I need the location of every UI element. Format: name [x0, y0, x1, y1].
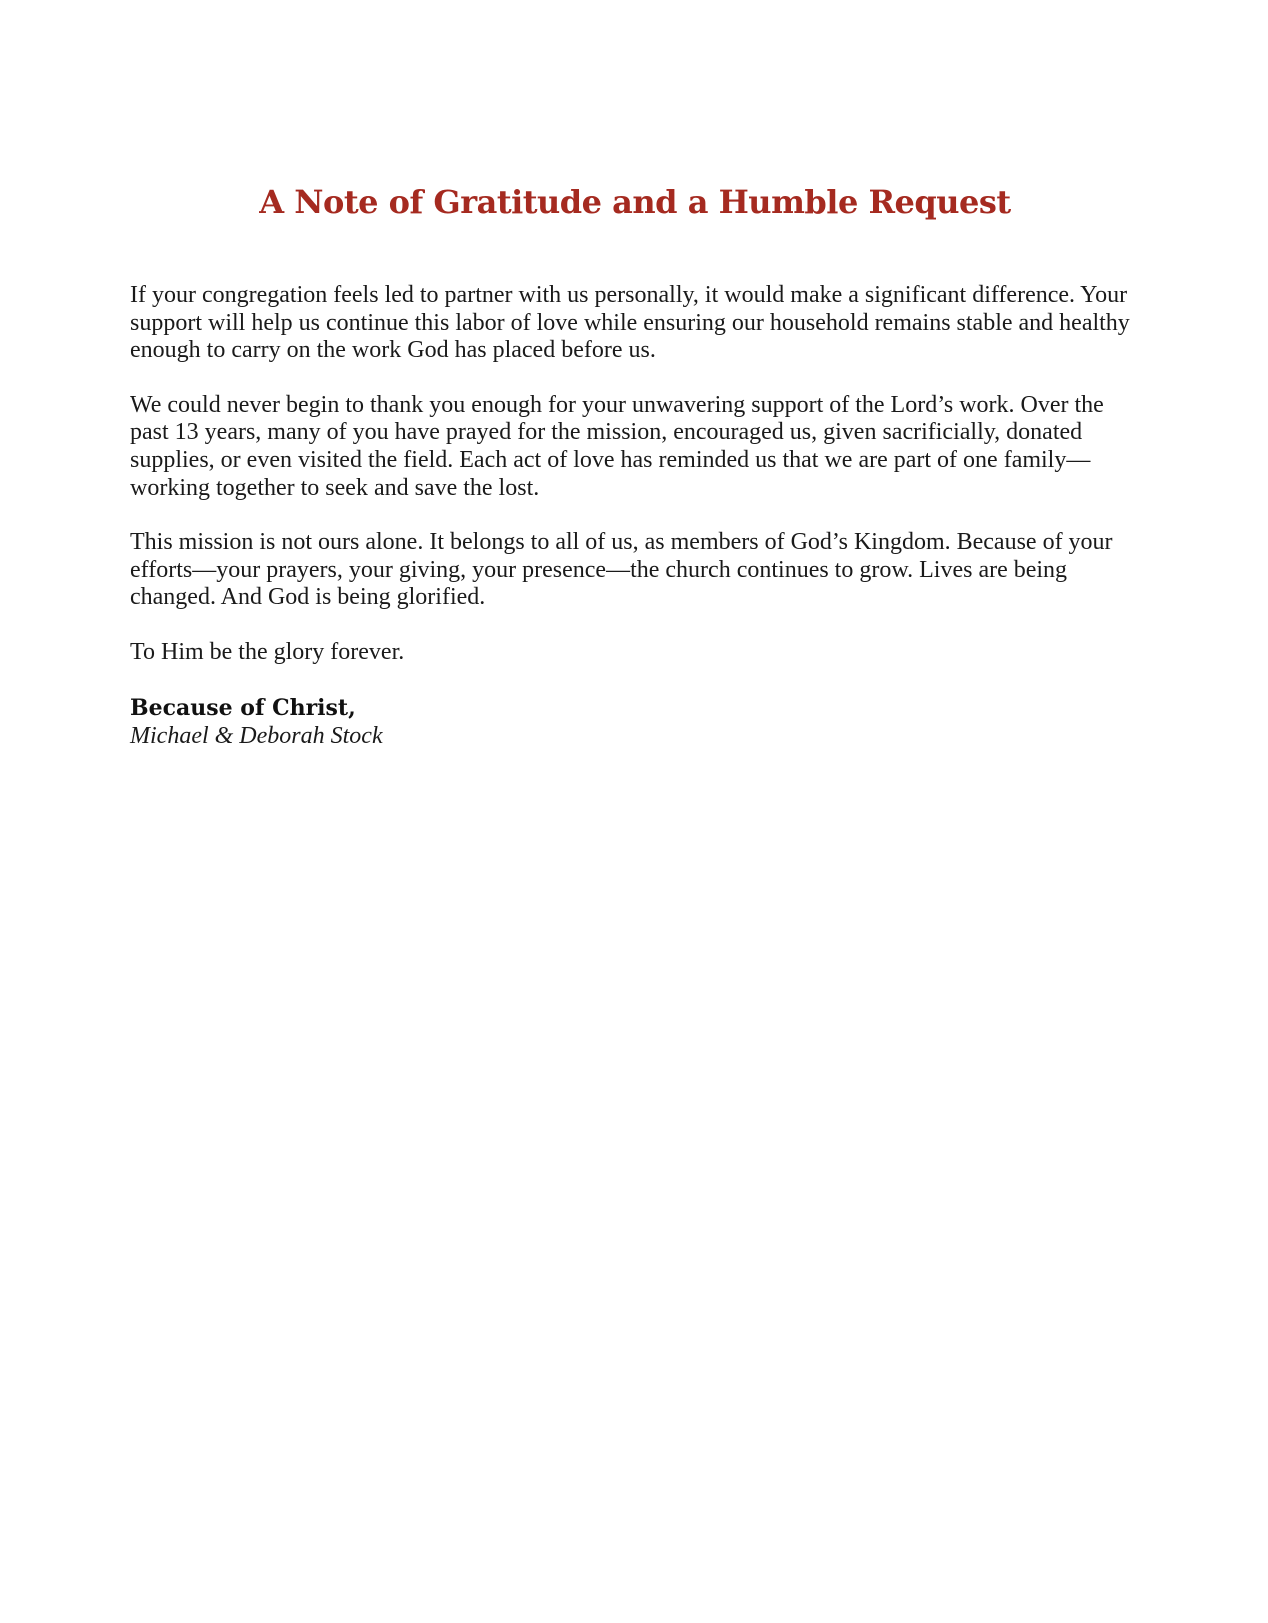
letter-page	[130, 178, 1140, 750]
paragraph-partnership-request: If your congregation feels led to partner with us personally, it would make a significant difference. Your support will help us continue this labor of love while ensuring our household remains stable and healthy enough to carry on the work God has placed before us.	[130, 282, 1130, 364]
closing-line: To Him be the glory forever.	[130, 638, 405, 665]
page-title: A Note of Gratitude and a Humble Request	[259, 183, 1011, 221]
signature: Michael & Deborah Stock	[130, 722, 383, 749]
sign-off: Because of Christ,	[130, 694, 356, 721]
paragraph-gratitude: We could never begin to thank you enough for your unwavering support of the Lord’s work. Over the past 13 years, many of you have prayed for the mission, encouraged us, given sacrificially, donated supplies, or even visited the field. Each act of love has reminded us that we are part of one family—working together to seek and save the lost.	[130, 391, 1104, 501]
paragraph-mission: This mission is not ours alone. It belongs to all of us, as members of God’s Kingdom. Because of your efforts—your prayers, your giving, your presence—the church continues to grow. Lives are being changed. And God is being glorified.	[130, 529, 1113, 611]
letter-body	[130, 282, 1140, 750]
